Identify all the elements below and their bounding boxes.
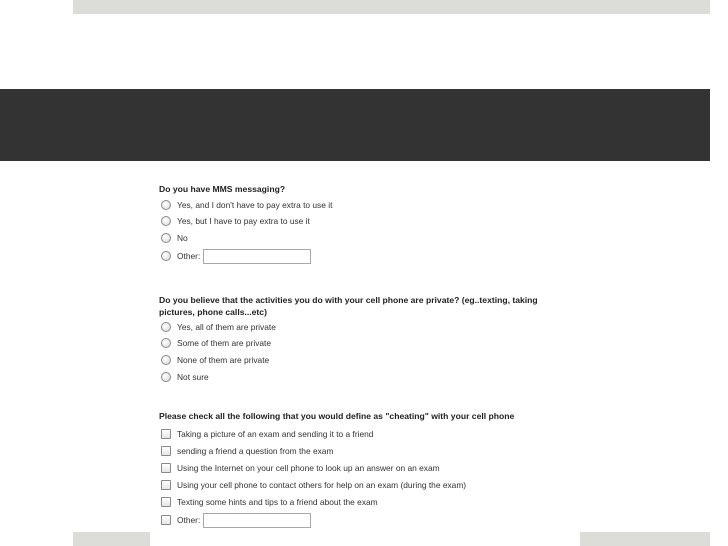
option-label: Yes, all of them are private (177, 322, 276, 332)
survey-form (150, 161, 580, 546)
radio-button[interactable] (161, 355, 171, 365)
option-cheating-picture[interactable] (161, 427, 373, 441)
checkbox[interactable] (161, 515, 171, 525)
checkbox[interactable] (161, 480, 171, 490)
option-label: Taking a picture of an exam and sending it to a friend (177, 429, 374, 439)
option-privacy-none[interactable] (161, 353, 269, 367)
option-label: Texting some hints and tips to a friend about the exam (177, 497, 378, 507)
option-cheating-other[interactable] (161, 513, 311, 527)
option-label: Using the Internet on your cell phone to look up an answer on an exam (177, 463, 440, 473)
option-privacy-not-sure[interactable] (161, 370, 209, 384)
radio-button[interactable] (161, 216, 171, 226)
option-label: None of them are private (177, 355, 270, 365)
option-cheating-contact-others[interactable] (161, 478, 466, 492)
radio-button[interactable] (161, 322, 171, 332)
checkbox[interactable] (161, 463, 171, 473)
slide-title-band (0, 89, 710, 161)
option-mms-no[interactable] (161, 231, 188, 245)
radio-button[interactable] (161, 338, 171, 348)
option-mms-yes-free[interactable] (161, 198, 332, 212)
radio-button[interactable] (161, 251, 171, 261)
option-cheating-send-question[interactable] (161, 444, 333, 458)
option-label: Some of them are private (177, 338, 272, 348)
option-label: sending a friend a question from the exam (177, 446, 334, 456)
option-label: Using your cell phone to contact others for help on an exam (during the exam) (177, 480, 467, 490)
option-privacy-some[interactable] (161, 336, 271, 350)
slide-bottom-bar-left (73, 532, 150, 546)
option-label: Yes, but I have to pay extra to use it (177, 216, 310, 226)
option-mms-yes-pay[interactable] (161, 214, 310, 228)
other-text-field[interactable] (203, 249, 311, 264)
checkbox[interactable] (161, 497, 171, 507)
option-label: Yes, and I don't have to pay extra to use it (177, 200, 333, 210)
option-privacy-all[interactable] (161, 320, 276, 334)
question-mms: Do you have MMS messaging? (159, 184, 286, 194)
radio-button[interactable] (161, 372, 171, 382)
other-text-field[interactable] (203, 513, 311, 528)
option-label: Other: (177, 515, 201, 525)
question-privacy-line2: pictures, phone calls...etc) (159, 307, 267, 317)
option-mms-other[interactable] (161, 249, 311, 263)
option-label: No (177, 233, 188, 243)
checkbox[interactable] (161, 429, 171, 439)
radio-button[interactable] (161, 200, 171, 210)
question-privacy-line1: Do you believe that the activities you do with your cell phone are private? (eg..texting, taking (159, 295, 538, 305)
checkbox[interactable] (161, 446, 171, 456)
option-cheating-internet[interactable] (161, 461, 440, 475)
question-cheating: Please check all the following that you would define as "cheating" with your cell phone (159, 411, 515, 421)
radio-button[interactable] (161, 233, 171, 243)
option-cheating-texting-hints[interactable] (161, 495, 378, 509)
slide-top-bar (73, 0, 710, 14)
slide-bottom-bar-right (580, 532, 710, 546)
option-label: Other: (177, 251, 201, 261)
option-label: Not sure (177, 372, 209, 382)
